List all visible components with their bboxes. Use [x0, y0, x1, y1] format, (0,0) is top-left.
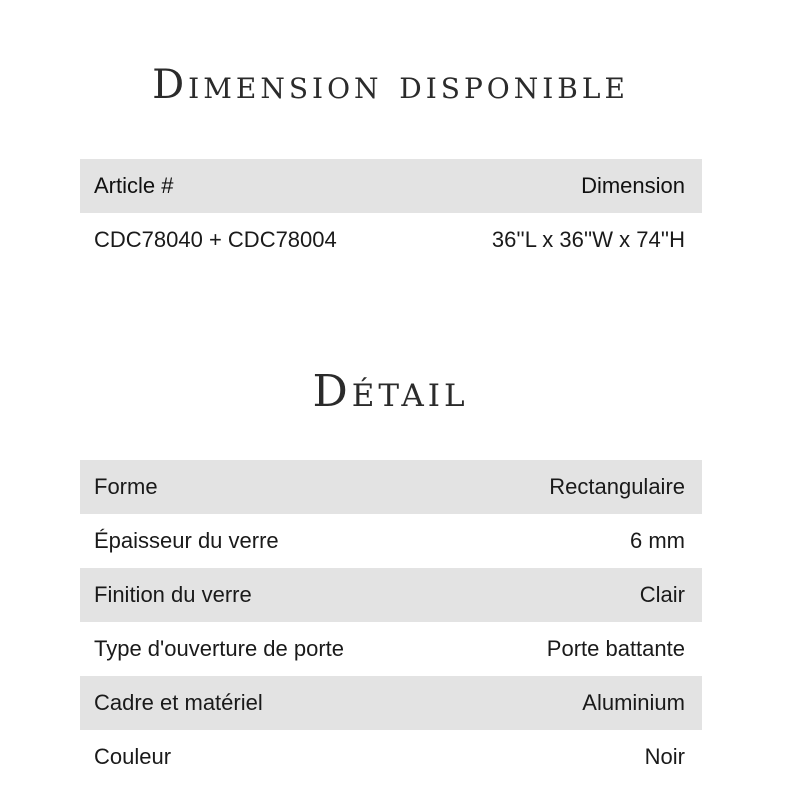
article-number: CDC78040 + CDC78004: [94, 227, 337, 252]
table-row: [80, 460, 702, 514]
dimension-value: 36''L x 36''W x 74''H: [491, 227, 685, 252]
detail-section-title: Détail: [312, 366, 469, 417]
detail-label: Couleur: [94, 744, 172, 769]
detail-value: Porte battante: [546, 636, 685, 661]
detail-value: Clair: [639, 582, 685, 607]
detail-label: Finition du verre: [94, 582, 252, 607]
table-row: [80, 213, 702, 267]
table-row: [80, 514, 702, 568]
detail-value: Noir: [644, 744, 685, 769]
detail-value: Aluminium: [582, 690, 685, 715]
detail-label: Type d'ouverture de porte: [94, 636, 345, 661]
detail-table: [80, 460, 702, 784]
detail-value: 6 mm: [630, 528, 685, 553]
dimension-section-title: Dimension disponible: [152, 62, 629, 108]
table-row: [80, 676, 702, 730]
table-row: [80, 622, 702, 676]
detail-value: Rectangulaire: [549, 474, 685, 499]
dimension-table: [80, 159, 702, 267]
table-row: [80, 730, 702, 784]
detail-label: Forme: [94, 474, 158, 499]
detail-label: Épaisseur du verre: [94, 528, 279, 553]
dimension-column-header: Dimension: [581, 173, 685, 198]
dimension-table-header: [80, 159, 702, 213]
detail-label: Cadre et matériel: [94, 690, 263, 715]
table-row: [80, 568, 702, 622]
article-column-header: Article #: [94, 173, 174, 198]
